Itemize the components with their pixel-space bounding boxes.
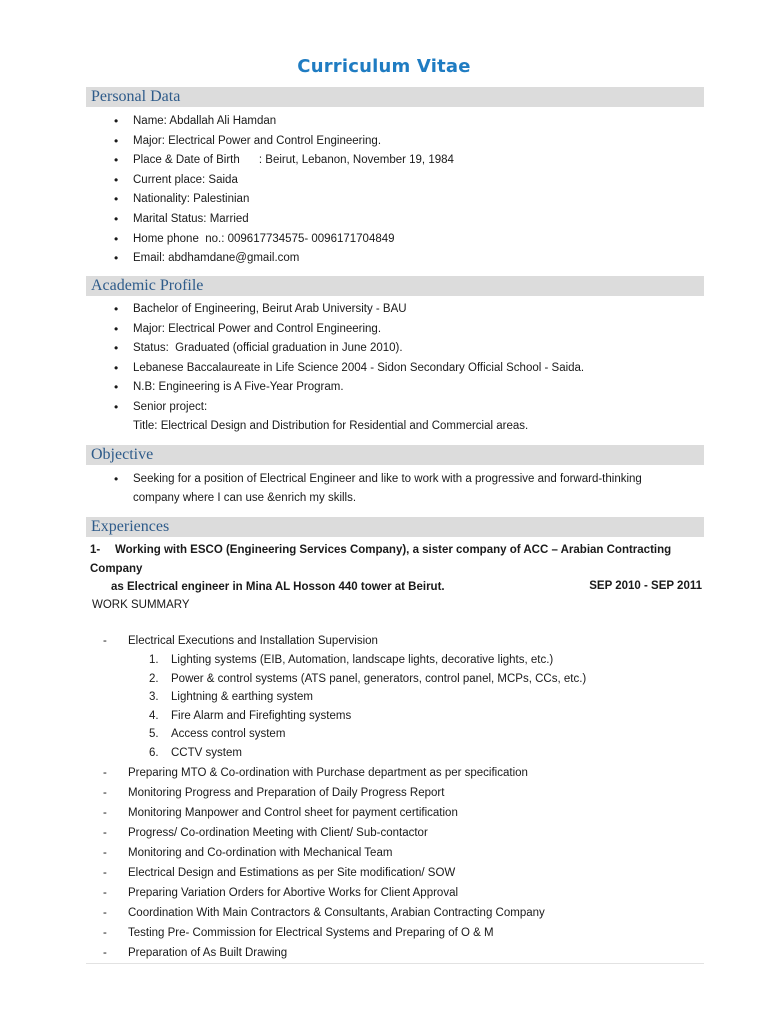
list-item: • Seeking for a position of Electrical Engineer and like to work with a progressive and forward-thinking bbox=[114, 470, 642, 490]
item-number: 3. bbox=[149, 691, 159, 704]
task-text: Electrical Executions and Installation Supervision bbox=[128, 635, 378, 647]
item-number: 4. bbox=[149, 709, 159, 722]
item-text: CCTV system bbox=[171, 746, 242, 759]
section-header-experiences bbox=[86, 517, 704, 537]
section-title: Experiences bbox=[91, 518, 170, 535]
task-text: Monitoring Progress and Preparation of Daily Progress Report bbox=[128, 786, 445, 799]
task-text: Monitoring Manpower and Control sheet for payment certification bbox=[128, 806, 458, 819]
dash-marker: - bbox=[103, 635, 107, 647]
footer-divider bbox=[86, 963, 704, 964]
senior-project-title: Title: Electrical Design and Distribution for Residential and Commercial areas. bbox=[133, 420, 529, 432]
item-number: 2. bbox=[149, 672, 159, 685]
section-title: Objective bbox=[91, 446, 154, 463]
task-text: Preparation of As Built Drawing bbox=[128, 946, 288, 959]
list-item: • Nationality: Palestinian bbox=[114, 190, 454, 210]
list-item: • Lebanese Baccalaureate in Life Science 2004 - Sidon Secondary Official School - Saida. bbox=[114, 359, 584, 379]
list-item: • Bachelor of Engineering, Beirut Arab University - BAU bbox=[114, 300, 584, 320]
system-item bbox=[103, 688, 586, 707]
dash-marker: - bbox=[103, 806, 107, 819]
task-text: Progress/ Co-ordination Meeting with Client/ Sub-contactor bbox=[128, 826, 428, 839]
list-item: • Email: abdhamdane@gmail.com bbox=[114, 249, 454, 269]
list-item bbox=[103, 923, 586, 943]
item-text: Lightning & earthing system bbox=[171, 691, 313, 704]
list-item: • Marital Status: Married bbox=[114, 210, 454, 230]
section-header-academic-profile bbox=[86, 276, 704, 296]
task-text: Coordination With Main Contractors & Consultants, Arabian Contracting Company bbox=[128, 906, 545, 919]
list-item: • Place & Date of Birth : Beirut, Lebanon, November 19, 1984 bbox=[114, 151, 454, 171]
dash-marker: - bbox=[103, 846, 107, 859]
section-title: Personal Data bbox=[91, 88, 181, 105]
experience-title-line2: as Electrical engineer in Mina AL Hosson 440 tower at Beirut. bbox=[111, 581, 445, 593]
list-item bbox=[103, 943, 586, 963]
experience-title-line1: Working with ESCO (Engineering Services Company), a sister company of ACC – Arabian Contracting Company bbox=[90, 544, 672, 575]
item-number: 1. bbox=[149, 654, 159, 666]
item-number: 6. bbox=[149, 746, 159, 759]
task-text: Electrical Design and Estimations as per Site modification/ SOW bbox=[128, 866, 456, 879]
list-item bbox=[103, 863, 586, 883]
list-item bbox=[103, 823, 586, 843]
task-text: Preparing Variation Orders for Abortive Works for Client Approval bbox=[128, 886, 459, 899]
section-header-personal-data bbox=[86, 87, 704, 107]
task-text: Testing Pre- Commission for Electrical Systems and Preparing of O & M bbox=[128, 926, 494, 939]
academic-profile-list bbox=[114, 300, 584, 418]
list-item: • Home phone no.: 009617734575- 0096171704849 bbox=[114, 230, 454, 250]
systems-list bbox=[103, 651, 586, 763]
dash-marker: - bbox=[103, 826, 107, 839]
list-item bbox=[103, 883, 586, 903]
dash-marker: - bbox=[103, 906, 107, 919]
work-summary-label: WORK SUMMARY bbox=[92, 599, 190, 611]
dash-marker: - bbox=[103, 866, 107, 879]
list-item: • N.B: Engineering is A Five-Year Program. bbox=[114, 378, 584, 398]
list-item: • Current place: Saida bbox=[114, 171, 454, 191]
list-item bbox=[103, 631, 586, 763]
personal-data-list bbox=[114, 112, 454, 269]
list-item bbox=[103, 903, 586, 923]
system-item bbox=[103, 707, 586, 726]
item-text: Power & control systems (ATS panel, generators, control panel, MCPs, CCs, etc.) bbox=[171, 672, 587, 685]
system-item bbox=[103, 725, 586, 744]
experience-dates: SEP 2010 - SEP 2011 bbox=[589, 580, 702, 592]
list-item bbox=[103, 783, 586, 803]
item-text: Fire Alarm and Firefighting systems bbox=[171, 709, 352, 722]
task-text: Monitoring and Co-ordination with Mechanical Team bbox=[128, 846, 393, 859]
dash-marker: - bbox=[103, 766, 107, 779]
document-title: Curriculum Vitae bbox=[297, 56, 471, 77]
work-summary-list bbox=[103, 631, 586, 963]
system-item bbox=[103, 670, 586, 689]
list-item: • Name: Abdallah Ali Hamdan bbox=[114, 112, 454, 132]
objective-list bbox=[114, 470, 642, 490]
list-item bbox=[103, 843, 586, 863]
list-item bbox=[103, 763, 586, 783]
dash-marker: - bbox=[103, 886, 107, 899]
item-text: Access control system bbox=[171, 728, 286, 741]
list-item: • Major: Electrical Power and Control Engineering. bbox=[114, 132, 454, 152]
experience-number: 1- bbox=[90, 544, 101, 556]
item-number: 5. bbox=[149, 728, 159, 741]
section-header-objective bbox=[86, 445, 704, 465]
list-item bbox=[103, 803, 586, 823]
system-item bbox=[103, 744, 586, 763]
dash-marker: - bbox=[103, 926, 107, 939]
section-title: Academic Profile bbox=[91, 277, 204, 294]
list-item: • Senior project: bbox=[114, 398, 584, 418]
dash-marker: - bbox=[103, 786, 107, 799]
item-text: Lighting systems (EIB, Automation, landscape lights, decorative lights, etc.) bbox=[171, 654, 554, 666]
list-item: • Major: Electrical Power and Control Engineering. bbox=[114, 320, 584, 340]
system-item bbox=[103, 651, 586, 670]
list-item: • Status: Graduated (official graduation in June 2010). bbox=[114, 339, 584, 359]
dash-marker: - bbox=[103, 946, 107, 959]
task-text: Preparing MTO & Co-ordination with Purchase department as per specification bbox=[128, 766, 528, 779]
objective-continuation: company where I can use &enrich my skills. bbox=[133, 492, 357, 504]
